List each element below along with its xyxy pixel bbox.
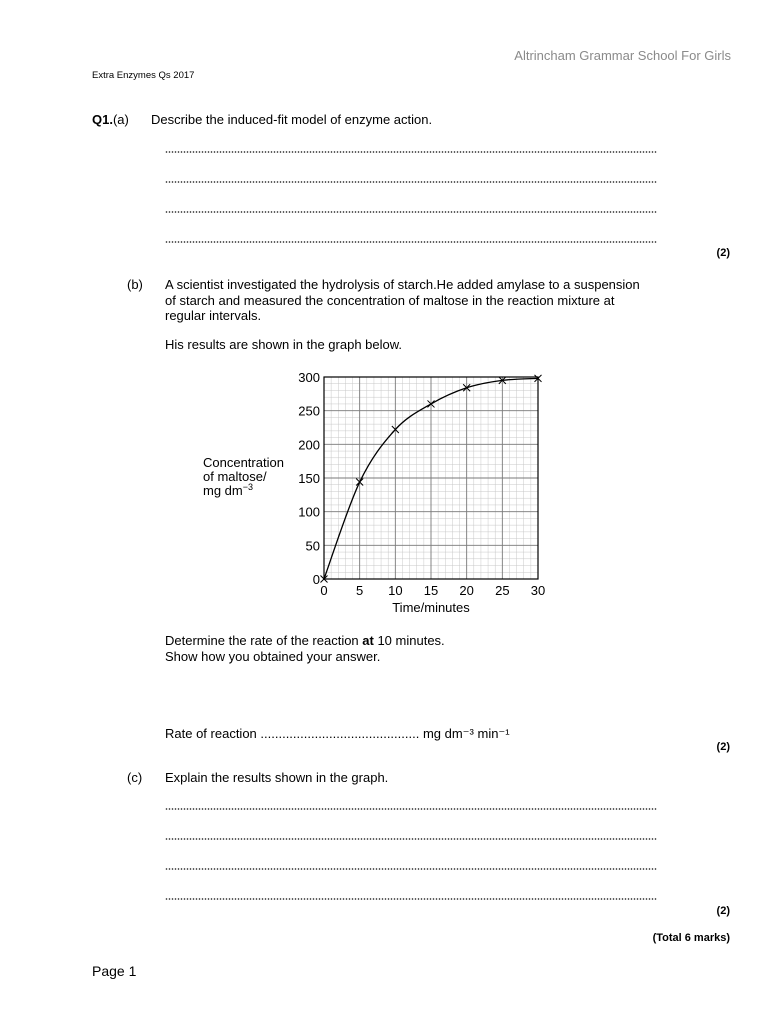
instruction-text: 10 minutes. <box>373 633 445 648</box>
y-axis-unit-exponent: −3 <box>242 482 253 492</box>
maltose-graph <box>195 365 555 620</box>
x-tick-labels <box>320 583 545 598</box>
total-marks: (Total 6 marks) <box>652 932 730 944</box>
x-tick-label: 15 <box>423 583 439 598</box>
rate-units: mg dm⁻³ min⁻¹ <box>422 726 510 741</box>
part-a-label: (a) <box>112 112 129 127</box>
graph-intro: His results are shown in the graph below. <box>165 337 403 352</box>
answer-line[interactable] <box>165 181 657 183</box>
grid-major <box>324 377 538 579</box>
y-axis-label-line: Concentration <box>203 455 284 470</box>
instruction-emphasis: at <box>362 633 374 648</box>
question-number <box>92 112 129 127</box>
y-tick-labels <box>298 370 320 587</box>
x-tick-label: 30 <box>530 583 546 598</box>
x-tick-label: 20 <box>459 583 474 598</box>
y-axis-label-line: of maltose/ <box>203 469 267 484</box>
x-tick-label: 10 <box>388 583 403 598</box>
part-b-marks: (2) <box>716 741 730 753</box>
answer-line[interactable] <box>165 211 657 213</box>
y-tick-label: 300 <box>298 370 320 385</box>
rate-label: Rate of reaction <box>165 726 257 741</box>
part-b-line: regular intervals. <box>165 308 262 323</box>
answer-line[interactable] <box>165 151 657 153</box>
y-tick-label: 100 <box>298 504 320 520</box>
answer-line[interactable] <box>165 241 657 243</box>
part-b-line: A scientist investigated the hydrolysis of starch.He added amylase to a suspension <box>165 277 640 292</box>
y-tick-label: 200 <box>298 437 320 453</box>
y-tick-label: 150 <box>298 471 320 486</box>
part-b-line: of starch and measured the concentration of maltose in the reaction mixture at <box>165 292 615 308</box>
part-c-marks: (2) <box>716 905 730 917</box>
part-a-question: Describe the induced-fit model of enzyme action. <box>151 112 433 127</box>
answer-line[interactable] <box>165 898 657 900</box>
worksheet-title: Extra Enzymes Qs 2017 <box>92 70 195 81</box>
y-axis-unit-base: mg dm <box>203 483 243 498</box>
x-axis-label: Time/minutes <box>392 600 470 615</box>
page-number: Page 1 <box>92 963 137 979</box>
answer-line[interactable] <box>165 838 657 840</box>
x-tick-label: 25 <box>495 583 510 598</box>
y-tick-label: 50 <box>305 538 320 554</box>
y-tick-label: 0 <box>312 572 320 587</box>
question-number-label: Q1. <box>92 112 113 127</box>
part-b-question <box>165 277 640 324</box>
part-c-question: Explain the results shown in the graph. <box>165 770 389 785</box>
part-b-label: (b) <box>127 277 143 292</box>
rate-instruction-line: Show how you obtained your answer. <box>165 648 381 664</box>
part-a-marks: (2) <box>716 247 730 259</box>
instruction-text: Determine the rate of the reaction <box>165 633 363 648</box>
y-axis-label-line <box>203 482 253 498</box>
rate-answer-row <box>165 726 510 742</box>
answer-line[interactable] <box>165 868 657 870</box>
rate-answer-field[interactable]: ............................................ <box>260 726 420 741</box>
school-name: Altrincham Grammar School For Girls <box>514 48 731 63</box>
part-c-label: (c) <box>127 770 143 785</box>
answer-line[interactable] <box>165 808 657 810</box>
rate-instruction-line <box>165 633 445 649</box>
rate-instruction <box>165 633 445 664</box>
y-tick-label: 250 <box>298 403 320 419</box>
x-tick-label: 0 <box>320 583 328 598</box>
x-tick-label: 5 <box>356 583 364 598</box>
